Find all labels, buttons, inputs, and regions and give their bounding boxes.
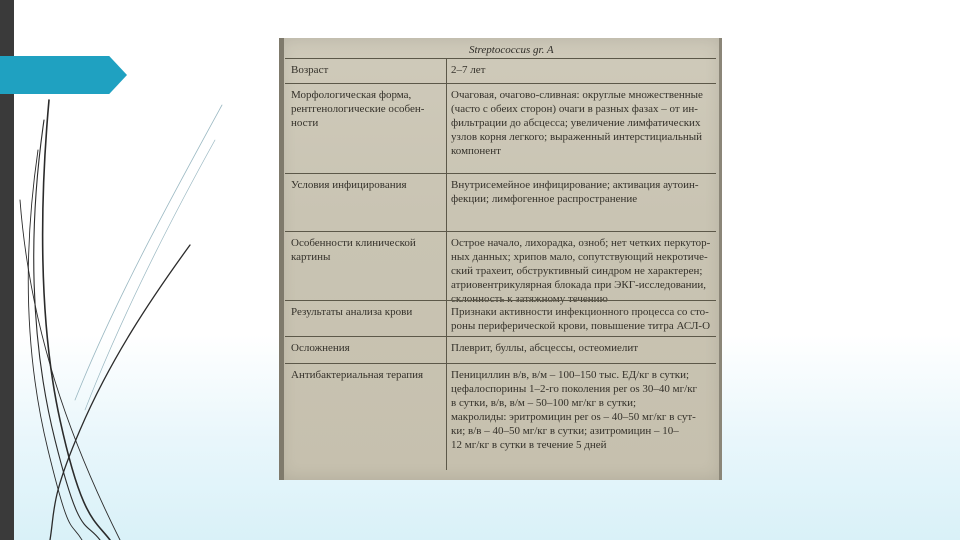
table-row-border [285, 83, 716, 84]
table-row-border [285, 363, 716, 364]
table-row-border [285, 58, 716, 59]
row-value-line: фекции; лимфогенное распространение [451, 193, 638, 205]
row-label [291, 63, 441, 77]
row-label [291, 368, 441, 382]
row-value-line: Внутрисемейное инфицирование; активация аутоин- [451, 179, 699, 191]
row-label [291, 341, 441, 355]
photo-edge-right [719, 38, 722, 480]
row-value-line: Очаговая, очагово-сливная: округлые множественные [451, 89, 703, 101]
row-value-line: фильтрации до абсцесса; увеличение лимфатических [451, 117, 701, 129]
row-value-line: 12 мг/кг в сутки в течение 5 дней [451, 439, 607, 451]
row-label-line: ности [291, 117, 319, 129]
decorative-swoosh-lines [0, 0, 260, 540]
row-value-line: (часто с обеих сторон) очаги в разных фазах – от ин- [451, 103, 698, 115]
row-label [291, 178, 441, 192]
row-label-line: Возраст [291, 64, 329, 76]
table-row-border [285, 336, 716, 337]
table-row-border [285, 173, 716, 174]
row-value-line: ных данных; хрипов мало, сопутствующий некротиче- [451, 251, 708, 263]
row-label-line: Результаты анализа крови [291, 306, 413, 318]
row-value-line: ский трахеит, обструктивный синдром не характерен; [451, 265, 703, 277]
row-value-line: роны периферической крови, повышение титра АСЛ-О [451, 320, 711, 332]
row-value-line: узлов корня легкого; выраженный интерстициальный [451, 131, 703, 143]
row-label [291, 305, 441, 319]
row-label-line: рентгенологические особен- [291, 103, 425, 115]
row-label-line: картины [291, 251, 331, 263]
row-label-line: Антибактериальная терапия [291, 369, 424, 381]
row-value-line: склонность к затяжному течению [451, 293, 608, 305]
row-value [451, 236, 713, 306]
row-value-line: компонент [451, 145, 501, 157]
row-value-line: Пенициллин в/в, в/м – 100–150 тыс. ЕД/кг в сутки; [451, 369, 690, 381]
row-value [451, 63, 713, 77]
row-value-line: макролиды: эритромицин per os – 40–50 мг/кг в сут- [451, 411, 696, 423]
row-label-line: Условия инфицирования [291, 179, 407, 191]
column-divider [446, 58, 447, 470]
row-label-line: Осложнения [291, 342, 350, 354]
row-value-line: Плеврит, буллы, абсцессы, остеомиелит [451, 342, 639, 354]
row-value-line: Острое начало, лихорадка, озноб; нет четких перкутор- [451, 237, 711, 249]
row-value [451, 341, 713, 355]
row-value-line: атриовентрикулярная блокада при ЭКГ-исследовании, [451, 279, 707, 291]
row-label [291, 88, 441, 130]
row-value-line: в сутки, в/в, в/м – 50–100 мг/кг в сутки; [451, 397, 637, 409]
row-value [451, 305, 713, 333]
row-label [291, 236, 441, 264]
row-value-line: Признаки активности инфекционного процесса со сто- [451, 306, 709, 318]
row-value [451, 178, 713, 206]
row-value [451, 88, 713, 158]
row-value [451, 368, 713, 452]
table-row-border [285, 231, 716, 232]
photo-edge-left [279, 38, 284, 480]
row-label-line: Особенности клинической [291, 237, 416, 249]
row-value-line: 2–7 лет [451, 64, 486, 76]
row-value-line: ки; в/в – 40–50 мг/кг в сутки; азитромицин – 10– [451, 425, 679, 437]
document-photo [279, 38, 722, 480]
table-header-bacterium: Streptococcus gr. A [469, 44, 554, 56]
table-row-border [285, 300, 716, 301]
row-label-line: Морфологическая форма, [291, 89, 412, 101]
row-value-line: цефалоспорины 1–2-го поколения per os 30–40 мг/кг [451, 383, 698, 395]
